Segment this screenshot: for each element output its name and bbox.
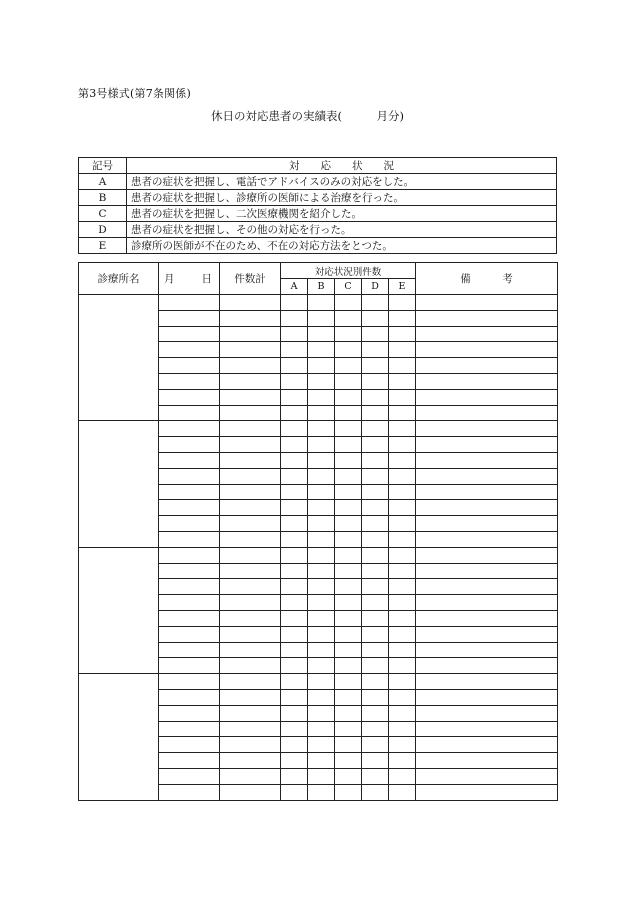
count-cell[interactable]: [220, 737, 281, 753]
status-c-cell[interactable]: [335, 674, 362, 690]
count-cell[interactable]: [220, 595, 281, 611]
status-b-cell[interactable]: [308, 342, 335, 358]
legend-row: [79, 222, 557, 238]
status-a-cell[interactable]: [281, 421, 308, 437]
clinic-name-cell[interactable]: [79, 295, 159, 421]
status-b-cell[interactable]: [308, 437, 335, 453]
status-a-cell[interactable]: [281, 642, 308, 658]
date-cell[interactable]: [159, 326, 220, 342]
count-cell[interactable]: [220, 579, 281, 595]
count-cell[interactable]: [220, 405, 281, 421]
status-e-cell[interactable]: [389, 658, 416, 674]
record-row: [79, 674, 558, 690]
status-e-cell[interactable]: [389, 405, 416, 421]
count-cell[interactable]: [220, 295, 281, 311]
status-e-cell[interactable]: [389, 753, 416, 769]
status-b-cell[interactable]: [308, 531, 335, 547]
status-a-cell[interactable]: [281, 310, 308, 326]
remarks-cell[interactable]: [416, 547, 558, 563]
status-a-cell[interactable]: [281, 452, 308, 468]
status-c-cell[interactable]: [335, 326, 362, 342]
remarks-cell[interactable]: [416, 468, 558, 484]
status-d-cell[interactable]: [362, 468, 389, 484]
status-e-cell[interactable]: [389, 342, 416, 358]
status-c-cell[interactable]: [335, 595, 362, 611]
status-c-cell[interactable]: [335, 405, 362, 421]
count-cell[interactable]: [220, 468, 281, 484]
date-cell[interactable]: [159, 705, 220, 721]
status-a-cell[interactable]: [281, 373, 308, 389]
status-d-cell[interactable]: [362, 579, 389, 595]
remarks-cell[interactable]: [416, 326, 558, 342]
count-cell[interactable]: [220, 674, 281, 690]
remarks-cell[interactable]: [416, 389, 558, 405]
date-cell[interactable]: [159, 626, 220, 642]
status-d-cell[interactable]: [362, 674, 389, 690]
count-cell[interactable]: [220, 547, 281, 563]
status-c-cell[interactable]: [335, 437, 362, 453]
status-d-cell[interactable]: [362, 342, 389, 358]
count-cell[interactable]: [220, 484, 281, 500]
records-table: [78, 262, 558, 801]
count-cell[interactable]: [220, 642, 281, 658]
count-cell[interactable]: [220, 610, 281, 626]
status-e-cell[interactable]: [389, 642, 416, 658]
status-c-cell[interactable]: [335, 310, 362, 326]
status-b-cell[interactable]: [308, 658, 335, 674]
status-b-cell[interactable]: [308, 295, 335, 311]
legend-code: D: [79, 222, 127, 238]
status-a-cell[interactable]: [281, 563, 308, 579]
remarks-cell[interactable]: [416, 768, 558, 784]
date-cell[interactable]: [159, 753, 220, 769]
remarks-cell[interactable]: [416, 610, 558, 626]
date-cell[interactable]: [159, 452, 220, 468]
header-col-e: E: [389, 279, 416, 295]
status-d-cell[interactable]: [362, 563, 389, 579]
date-cell[interactable]: [159, 784, 220, 800]
date-cell[interactable]: [159, 531, 220, 547]
status-d-cell[interactable]: [362, 310, 389, 326]
date-cell[interactable]: [159, 500, 220, 516]
status-b-cell[interactable]: [308, 500, 335, 516]
header-col-c: C: [335, 279, 362, 295]
remarks-cell[interactable]: [416, 579, 558, 595]
remarks-cell[interactable]: [416, 531, 558, 547]
status-b-cell[interactable]: [308, 753, 335, 769]
legend-row: [79, 206, 557, 222]
status-a-cell[interactable]: [281, 768, 308, 784]
count-cell[interactable]: [220, 563, 281, 579]
status-a-cell[interactable]: [281, 721, 308, 737]
remarks-cell[interactable]: [416, 658, 558, 674]
date-cell[interactable]: [159, 595, 220, 611]
status-a-cell[interactable]: [281, 500, 308, 516]
remarks-cell[interactable]: [416, 310, 558, 326]
status-a-cell[interactable]: [281, 468, 308, 484]
remarks-cell[interactable]: [416, 563, 558, 579]
date-cell[interactable]: [159, 484, 220, 500]
legend-header-code: 記号: [79, 158, 127, 174]
status-b-cell[interactable]: [308, 547, 335, 563]
status-b-cell[interactable]: [308, 705, 335, 721]
count-cell[interactable]: [220, 421, 281, 437]
status-e-cell[interactable]: [389, 531, 416, 547]
header-col-a: A: [281, 279, 308, 295]
status-d-cell[interactable]: [362, 768, 389, 784]
header-col-d: D: [362, 279, 389, 295]
date-cell[interactable]: [159, 689, 220, 705]
remarks-cell[interactable]: [416, 642, 558, 658]
status-d-cell[interactable]: [362, 531, 389, 547]
remarks-cell[interactable]: [416, 500, 558, 516]
count-cell[interactable]: [220, 310, 281, 326]
status-a-cell[interactable]: [281, 531, 308, 547]
count-cell[interactable]: [220, 342, 281, 358]
legend-row: [79, 190, 557, 206]
status-b-cell[interactable]: [308, 358, 335, 374]
remarks-cell[interactable]: [416, 721, 558, 737]
status-a-cell[interactable]: [281, 358, 308, 374]
status-a-cell[interactable]: [281, 484, 308, 500]
legend-table: [78, 157, 557, 254]
remarks-cell[interactable]: [416, 737, 558, 753]
status-d-cell[interactable]: [362, 705, 389, 721]
status-c-cell[interactable]: [335, 421, 362, 437]
status-e-cell[interactable]: [389, 484, 416, 500]
status-b-cell[interactable]: [308, 579, 335, 595]
status-d-cell[interactable]: [362, 595, 389, 611]
status-b-cell[interactable]: [308, 784, 335, 800]
status-e-cell[interactable]: [389, 326, 416, 342]
status-c-cell[interactable]: [335, 705, 362, 721]
status-c-cell[interactable]: [335, 468, 362, 484]
status-e-cell[interactable]: [389, 437, 416, 453]
date-cell[interactable]: [159, 342, 220, 358]
status-d-cell[interactable]: [362, 689, 389, 705]
date-cell[interactable]: [159, 579, 220, 595]
status-d-cell[interactable]: [362, 626, 389, 642]
header-remarks: 備 考: [416, 263, 558, 295]
status-c-cell[interactable]: [335, 642, 362, 658]
legend-code: C: [79, 206, 127, 222]
status-d-cell[interactable]: [362, 326, 389, 342]
status-c-cell[interactable]: [335, 768, 362, 784]
status-a-cell[interactable]: [281, 295, 308, 311]
status-e-cell[interactable]: [389, 721, 416, 737]
status-d-cell[interactable]: [362, 437, 389, 453]
status-e-cell[interactable]: [389, 595, 416, 611]
count-cell[interactable]: [220, 516, 281, 532]
status-a-cell[interactable]: [281, 516, 308, 532]
count-cell[interactable]: [220, 689, 281, 705]
remarks-cell[interactable]: [416, 452, 558, 468]
remarks-cell[interactable]: [416, 421, 558, 437]
remarks-cell[interactable]: [416, 484, 558, 500]
status-c-cell[interactable]: [335, 737, 362, 753]
status-b-cell[interactable]: [308, 373, 335, 389]
count-cell[interactable]: [220, 358, 281, 374]
status-e-cell[interactable]: [389, 516, 416, 532]
date-cell[interactable]: [159, 468, 220, 484]
status-c-cell[interactable]: [335, 689, 362, 705]
status-a-cell[interactable]: [281, 737, 308, 753]
remarks-cell[interactable]: [416, 437, 558, 453]
status-c-cell[interactable]: [335, 721, 362, 737]
status-b-cell[interactable]: [308, 516, 335, 532]
legend-code: A: [79, 174, 127, 190]
status-d-cell[interactable]: [362, 500, 389, 516]
status-d-cell[interactable]: [362, 658, 389, 674]
count-cell[interactable]: [220, 452, 281, 468]
remarks-cell[interactable]: [416, 358, 558, 374]
status-c-cell[interactable]: [335, 784, 362, 800]
status-a-cell[interactable]: [281, 389, 308, 405]
status-a-cell[interactable]: [281, 753, 308, 769]
status-d-cell[interactable]: [362, 753, 389, 769]
status-e-cell[interactable]: [389, 373, 416, 389]
header-status-counts: 対応状況別件数: [281, 263, 416, 279]
date-cell[interactable]: [159, 405, 220, 421]
legend-row: [79, 174, 557, 190]
remarks-cell[interactable]: [416, 405, 558, 421]
clinic-name-cell[interactable]: [79, 547, 159, 673]
status-b-cell[interactable]: [308, 563, 335, 579]
status-e-cell[interactable]: [389, 452, 416, 468]
status-c-cell[interactable]: [335, 753, 362, 769]
legend-description: 患者の症状を把握し、電話でアドバイスのみの対応をした。: [127, 174, 557, 190]
date-cell[interactable]: [159, 295, 220, 311]
date-cell[interactable]: [159, 674, 220, 690]
date-cell[interactable]: [159, 437, 220, 453]
date-cell[interactable]: [159, 737, 220, 753]
clinic-name-cell[interactable]: [79, 421, 159, 547]
status-d-cell[interactable]: [362, 405, 389, 421]
status-c-cell[interactable]: [335, 358, 362, 374]
status-e-cell[interactable]: [389, 737, 416, 753]
remarks-cell[interactable]: [416, 342, 558, 358]
status-c-cell[interactable]: [335, 373, 362, 389]
header-col-b: B: [308, 279, 335, 295]
status-b-cell[interactable]: [308, 484, 335, 500]
status-a-cell[interactable]: [281, 595, 308, 611]
status-b-cell[interactable]: [308, 421, 335, 437]
date-cell[interactable]: [159, 358, 220, 374]
status-b-cell[interactable]: [308, 721, 335, 737]
legend-code: B: [79, 190, 127, 206]
legend-description: 患者の症状を把握し、その他の対応を行った。: [127, 222, 557, 238]
count-cell[interactable]: [220, 531, 281, 547]
status-b-cell[interactable]: [308, 689, 335, 705]
remarks-cell[interactable]: [416, 689, 558, 705]
count-cell[interactable]: [220, 721, 281, 737]
remarks-cell[interactable]: [416, 674, 558, 690]
status-b-cell[interactable]: [308, 326, 335, 342]
status-c-cell[interactable]: [335, 610, 362, 626]
status-a-cell[interactable]: [281, 689, 308, 705]
status-c-cell[interactable]: [335, 658, 362, 674]
date-cell[interactable]: [159, 658, 220, 674]
status-d-cell[interactable]: [362, 389, 389, 405]
status-c-cell[interactable]: [335, 563, 362, 579]
remarks-cell[interactable]: [416, 516, 558, 532]
status-e-cell[interactable]: [389, 421, 416, 437]
status-a-cell[interactable]: [281, 579, 308, 595]
status-b-cell[interactable]: [308, 468, 335, 484]
status-e-cell[interactable]: [389, 705, 416, 721]
remarks-cell[interactable]: [416, 595, 558, 611]
remarks-cell[interactable]: [416, 373, 558, 389]
status-d-cell[interactable]: [362, 452, 389, 468]
status-c-cell[interactable]: [335, 531, 362, 547]
status-c-cell[interactable]: [335, 484, 362, 500]
header-clinic-name: 診療所名: [79, 263, 159, 295]
status-a-cell[interactable]: [281, 626, 308, 642]
status-c-cell[interactable]: [335, 500, 362, 516]
count-cell[interactable]: [220, 784, 281, 800]
date-cell[interactable]: [159, 768, 220, 784]
status-c-cell[interactable]: [335, 452, 362, 468]
status-c-cell[interactable]: [335, 547, 362, 563]
remarks-cell[interactable]: [416, 753, 558, 769]
status-d-cell[interactable]: [362, 737, 389, 753]
count-cell[interactable]: [220, 500, 281, 516]
status-d-cell[interactable]: [362, 484, 389, 500]
legend-description: 患者の症状を把握し、二次医療機関を紹介した。: [127, 206, 557, 222]
status-e-cell[interactable]: [389, 626, 416, 642]
record-row: [79, 421, 558, 437]
status-b-cell[interactable]: [308, 595, 335, 611]
status-c-cell[interactable]: [335, 626, 362, 642]
remarks-cell[interactable]: [416, 705, 558, 721]
status-a-cell[interactable]: [281, 547, 308, 563]
status-d-cell[interactable]: [362, 610, 389, 626]
date-cell[interactable]: [159, 642, 220, 658]
legend-row: [79, 238, 557, 254]
status-b-cell[interactable]: [308, 768, 335, 784]
count-cell[interactable]: [220, 768, 281, 784]
status-e-cell[interactable]: [389, 689, 416, 705]
status-e-cell[interactable]: [389, 500, 416, 516]
status-e-cell[interactable]: [389, 563, 416, 579]
clinic-name-cell[interactable]: [79, 674, 159, 800]
legend-description: 診療所の医師が不在のため、不在の対応方法をとつた。: [127, 238, 557, 254]
status-d-cell[interactable]: [362, 516, 389, 532]
status-c-cell[interactable]: [335, 342, 362, 358]
status-c-cell[interactable]: [335, 389, 362, 405]
header-date: 月 日: [159, 263, 220, 295]
status-b-cell[interactable]: [308, 310, 335, 326]
legend-code: E: [79, 238, 127, 254]
date-cell[interactable]: [159, 516, 220, 532]
status-b-cell[interactable]: [308, 610, 335, 626]
remarks-cell[interactable]: [416, 295, 558, 311]
status-e-cell[interactable]: [389, 579, 416, 595]
remarks-cell[interactable]: [416, 626, 558, 642]
status-a-cell[interactable]: [281, 658, 308, 674]
date-cell[interactable]: [159, 389, 220, 405]
status-b-cell[interactable]: [308, 674, 335, 690]
status-e-cell[interactable]: [389, 674, 416, 690]
remarks-cell[interactable]: [416, 784, 558, 800]
status-d-cell[interactable]: [362, 373, 389, 389]
status-c-cell[interactable]: [335, 516, 362, 532]
count-cell[interactable]: [220, 705, 281, 721]
document-title: 休日の対応患者の実績表( 月分): [211, 109, 404, 123]
status-d-cell[interactable]: [362, 721, 389, 737]
status-b-cell[interactable]: [308, 626, 335, 642]
header-total-count: 件数計: [220, 263, 281, 295]
status-d-cell[interactable]: [362, 358, 389, 374]
status-c-cell[interactable]: [335, 295, 362, 311]
status-a-cell[interactable]: [281, 342, 308, 358]
status-e-cell[interactable]: [389, 389, 416, 405]
date-cell[interactable]: [159, 721, 220, 737]
status-d-cell[interactable]: [362, 784, 389, 800]
count-cell[interactable]: [220, 437, 281, 453]
date-cell[interactable]: [159, 421, 220, 437]
count-cell[interactable]: [220, 753, 281, 769]
date-cell[interactable]: [159, 373, 220, 389]
status-d-cell[interactable]: [362, 295, 389, 311]
status-b-cell[interactable]: [308, 405, 335, 421]
date-cell[interactable]: [159, 310, 220, 326]
count-cell[interactable]: [220, 326, 281, 342]
status-b-cell[interactable]: [308, 389, 335, 405]
status-e-cell[interactable]: [389, 784, 416, 800]
record-row: [79, 295, 558, 311]
status-a-cell[interactable]: [281, 610, 308, 626]
status-e-cell[interactable]: [389, 468, 416, 484]
legend-header-desc: 対 応 状 況: [127, 158, 557, 174]
status-b-cell[interactable]: [308, 737, 335, 753]
status-a-cell[interactable]: [281, 705, 308, 721]
status-c-cell[interactable]: [335, 579, 362, 595]
count-cell[interactable]: [220, 373, 281, 389]
date-cell[interactable]: [159, 547, 220, 563]
count-cell[interactable]: [220, 389, 281, 405]
status-d-cell[interactable]: [362, 642, 389, 658]
date-cell[interactable]: [159, 610, 220, 626]
status-a-cell[interactable]: [281, 326, 308, 342]
count-cell[interactable]: [220, 626, 281, 642]
status-e-cell[interactable]: [389, 610, 416, 626]
legend-description: 患者の症状を把握し、診療所の医師による治療を行った。: [127, 190, 557, 206]
status-e-cell[interactable]: [389, 358, 416, 374]
status-d-cell[interactable]: [362, 547, 389, 563]
status-e-cell[interactable]: [389, 768, 416, 784]
form-number: 第3号様式(第7条関係): [78, 87, 191, 100]
status-a-cell[interactable]: [281, 674, 308, 690]
status-a-cell[interactable]: [281, 437, 308, 453]
record-row: [79, 547, 558, 563]
status-e-cell[interactable]: [389, 547, 416, 563]
status-a-cell[interactable]: [281, 784, 308, 800]
date-cell[interactable]: [159, 563, 220, 579]
status-e-cell[interactable]: [389, 295, 416, 311]
status-a-cell[interactable]: [281, 405, 308, 421]
status-e-cell[interactable]: [389, 310, 416, 326]
status-b-cell[interactable]: [308, 452, 335, 468]
status-d-cell[interactable]: [362, 421, 389, 437]
count-cell[interactable]: [220, 658, 281, 674]
status-b-cell[interactable]: [308, 642, 335, 658]
